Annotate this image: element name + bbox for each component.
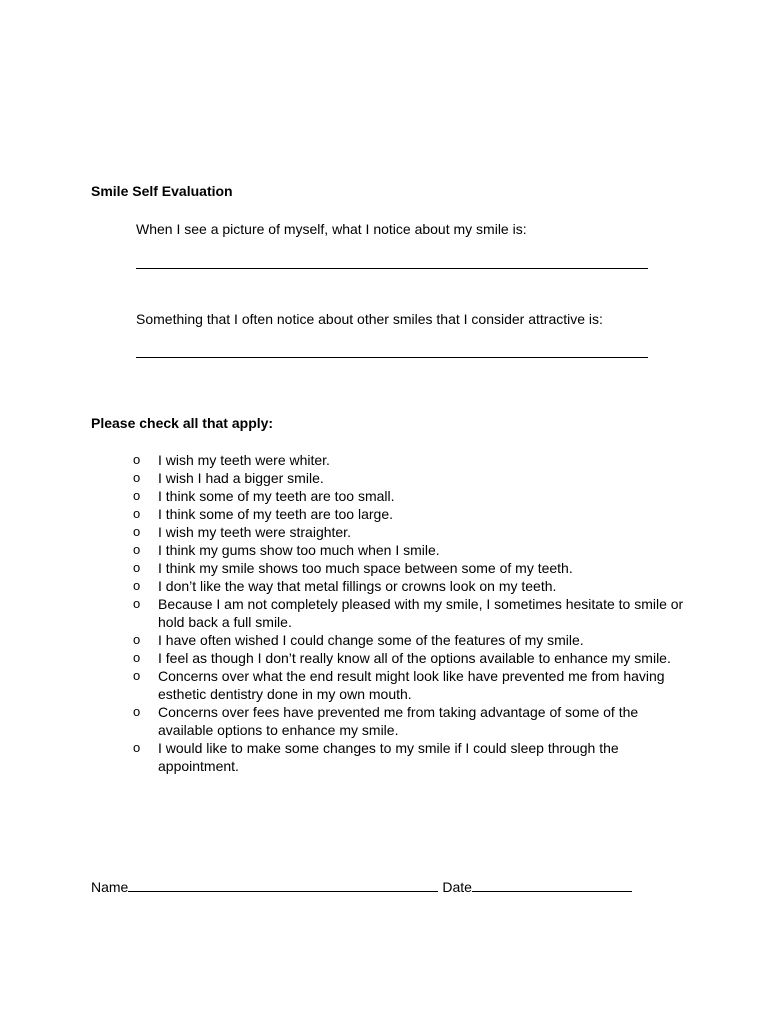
- checklist-item: [133, 703, 693, 739]
- checkbox[interactable]: o: [133, 452, 141, 467]
- checklist-item: [133, 505, 693, 523]
- checklist-item-text: I wish my teeth were whiter.: [158, 452, 330, 468]
- checkbox[interactable]: o: [133, 524, 141, 539]
- checklist-item: [133, 523, 693, 541]
- checklist-item-text: I would like to make some changes to my smile if I could sleep through the appointment.: [158, 740, 619, 774]
- checklist-item: [133, 595, 693, 631]
- checklist-item-text: Concerns over fees have prevented me from taking advantage of some of the available options to enhance my smile.: [158, 704, 639, 738]
- checklist-item-text: I don’t like the way that metal fillings or crowns look on my teeth.: [158, 578, 557, 594]
- checklist-item: [133, 631, 693, 649]
- date-label: Date: [442, 879, 472, 895]
- name-label: Name: [91, 879, 129, 895]
- checkbox[interactable]: o: [133, 470, 141, 485]
- signature-row: [91, 878, 632, 896]
- checklist-item-text: I wish my teeth were straighter.: [158, 524, 351, 540]
- checkbox[interactable]: o: [133, 488, 141, 503]
- date-field[interactable]: [472, 879, 632, 892]
- checklist-item-text: I think my smile shows too much space between some of my teeth.: [158, 560, 573, 576]
- checklist-item-text: I think my gums show too much when I smile.: [158, 542, 440, 558]
- answer-line-attractive-smiles[interactable]: [136, 357, 648, 358]
- checklist: [133, 451, 693, 775]
- checkbox[interactable]: o: [133, 506, 141, 521]
- checklist-item: [133, 667, 693, 703]
- checklist-item-text: I have often wished I could change some of the features of my smile.: [158, 632, 584, 648]
- checklist-item-text: I feel as though I don’t really know all of the options available to enhance my smile.: [158, 650, 671, 666]
- checklist-item: [133, 559, 693, 577]
- checklist-item-text: I think some of my teeth are too large.: [158, 506, 394, 522]
- checklist-heading: Please check all that apply:: [91, 415, 274, 431]
- checklist-item: [133, 577, 693, 595]
- checklist-item-text: I think some of my teeth are too small.: [158, 488, 395, 504]
- checkbox[interactable]: o: [133, 578, 141, 593]
- checkbox[interactable]: o: [133, 668, 141, 683]
- name-field[interactable]: [128, 879, 438, 892]
- checklist-item: [133, 739, 693, 775]
- checkbox[interactable]: o: [133, 542, 141, 557]
- checklist-item-text: Because I am not completely pleased with my smile, I sometimes hesitate to smile or hold back a full smile.: [158, 596, 684, 630]
- checklist-item: [133, 469, 693, 487]
- checkbox[interactable]: o: [133, 632, 141, 647]
- question-attractive-smiles: Something that I often notice about other smiles that I consider attractive is:: [136, 311, 603, 327]
- checkbox[interactable]: o: [133, 596, 141, 611]
- checklist-item: [133, 541, 693, 559]
- checkbox[interactable]: o: [133, 650, 141, 665]
- checkbox[interactable]: o: [133, 560, 141, 575]
- question-picture-of-myself: When I see a picture of myself, what I notice about my smile is:: [136, 221, 527, 237]
- checklist-item-text: Concerns over what the end result might look like have prevented me from having esthetic dentistry done in my own mouth.: [158, 668, 665, 702]
- checklist-item: [133, 487, 693, 505]
- checklist-item-text: I wish I had a bigger smile.: [158, 470, 324, 486]
- checkbox[interactable]: o: [133, 704, 141, 719]
- checklist-item: [133, 451, 693, 469]
- form-title: Smile Self Evaluation: [91, 183, 233, 199]
- checklist-item: [133, 649, 693, 667]
- checkbox[interactable]: o: [133, 740, 141, 755]
- answer-line-picture-of-myself[interactable]: [136, 268, 648, 269]
